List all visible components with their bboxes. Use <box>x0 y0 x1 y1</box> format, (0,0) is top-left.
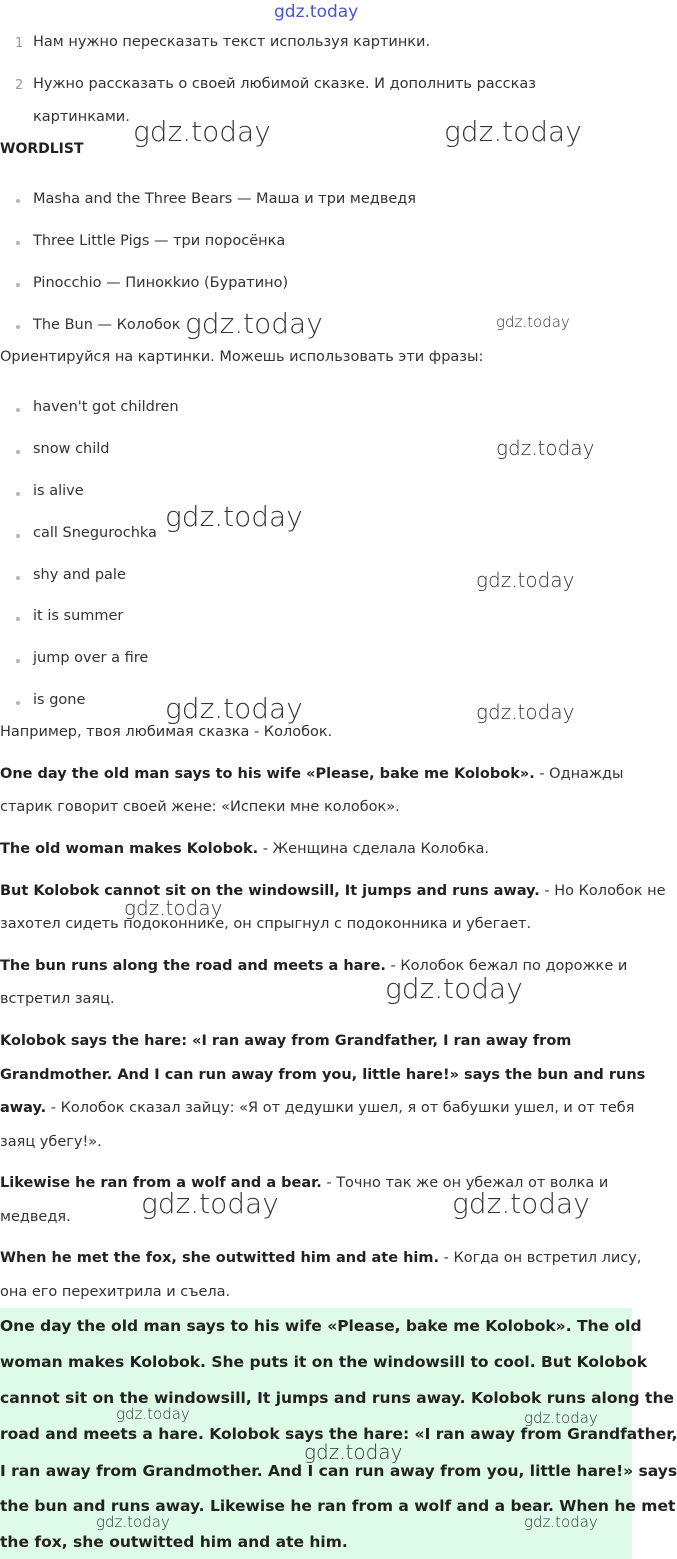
story-english: away. <box>0 1100 47 1116</box>
story-russian: - Точно так же он убежал от волка и <box>321 1175 609 1191</box>
summary-line: the fox, she outwitted him and ate him. <box>0 1533 348 1551</box>
wordlist-heading: WORDLIST <box>0 141 84 157</box>
phrase-item: call Snegurochka <box>33 525 157 541</box>
watermark: gdz.today <box>304 1440 403 1464</box>
watermark: gdz.today <box>124 896 223 920</box>
watermark: gdz.today <box>496 313 570 331</box>
wordlist-item: Pinocchio — Пинокkио (Буратино) <box>33 275 289 291</box>
story-russian: - Однажды <box>534 766 624 782</box>
watermark: gdz.today <box>452 1187 590 1220</box>
bullet-icon <box>16 199 20 203</box>
watermark: gdz.today <box>496 436 595 460</box>
story-english: The old woman makes Kolobok. <box>0 841 259 857</box>
story-english: One day the old man says to his wife «Please, bake me Kolobok». <box>0 766 535 782</box>
site-logo[interactable]: gdz.today <box>274 2 359 22</box>
watermark: gdz.today <box>133 115 271 148</box>
summary-line: road and meets a hare. Kolobok says the hare: «I ran away from Grandfather, <box>0 1425 677 1443</box>
bullet-icon <box>16 408 20 412</box>
phrase-item: haven't got children <box>33 399 179 415</box>
bullet-icon <box>16 534 20 538</box>
story-line <box>0 883 666 899</box>
bullet-icon <box>16 450 20 454</box>
story-line <box>0 1100 634 1116</box>
watermark: gdz.today <box>476 568 575 592</box>
watermark: gdz.today <box>116 1405 190 1423</box>
bullet-icon <box>16 325 20 329</box>
task-number: 1 <box>15 36 24 51</box>
story-russian: - Когда он встретил лису, <box>439 1250 642 1266</box>
story-line <box>0 841 489 857</box>
story-russian-continued: захотел сидеть подоконнике, он спрыгнул с подоконника и убегает. <box>0 916 532 932</box>
wordlist-item: Masha and the Three Bears — Маша и три медведя <box>33 191 417 207</box>
story-line <box>0 1250 641 1266</box>
story-english: Likewise he ran from a wolf and a bear. <box>0 1175 322 1191</box>
story-line <box>0 766 624 782</box>
phrase-item: it is summer <box>33 608 124 624</box>
watermark: gdz.today <box>524 1513 598 1531</box>
story-english: Grandmother. And I can run away from you, little hare!» says the bun and runs <box>0 1067 646 1083</box>
watermark: gdz.today <box>165 692 303 725</box>
story-russian: - Колобок бежал по дорожке и <box>385 958 628 974</box>
phrase-item: snow child <box>33 441 110 457</box>
summary-line: woman makes Kolobok. She puts it on the windowsill to cool. But Kolobok <box>0 1353 648 1371</box>
story-russian-continued: медведя. <box>0 1209 71 1225</box>
story-russian-continued: она его перехитрила и съела. <box>0 1284 231 1300</box>
summary-line: I ran away from Grandmother. And I can run away from you, little hare!» says <box>0 1462 677 1480</box>
watermark: gdz.today <box>185 307 323 340</box>
summary-line: the bun and runs away. Likewise he ran from a wolf and a bear. When he met <box>0 1497 676 1515</box>
watermark: gdz.today <box>385 972 523 1005</box>
story-russian: - Но Колобок не <box>539 883 666 899</box>
story-russian: - Колобок сказал зайцу: «Я от дедушки ушел, я от бабушки ушел, и от тебя <box>46 1100 635 1116</box>
story-line <box>0 958 627 974</box>
story-russian: - Женщина сделала Колобка. <box>258 841 489 857</box>
phrase-item: is alive <box>33 483 84 499</box>
watermark: gdz.today <box>141 1187 279 1220</box>
bullet-icon <box>16 241 20 245</box>
bullet-icon <box>16 283 20 287</box>
task-text: Нам нужно пересказать текст используя картинки. <box>33 34 431 50</box>
summary-line: One day the old man says to his wife «Please, bake me Kolobok». The old <box>0 1317 642 1335</box>
bullet-icon <box>16 576 20 580</box>
story-russian-continued: встретил заяц. <box>0 991 115 1007</box>
phrases-intro: Ориентируйся на картинки. Можешь использовать эти фразы: <box>0 349 484 365</box>
example-intro: Например, твоя любимая сказка - Колобок. <box>0 724 333 740</box>
story-english: When he met the fox, she outwitted him and ate him. <box>0 1250 440 1266</box>
phrase-item: is gone <box>33 692 86 708</box>
watermark: gdz.today <box>524 1409 598 1427</box>
wordlist-item: Three Little Pigs — три поросёнка <box>33 233 286 249</box>
bullet-icon <box>16 617 20 621</box>
summary-line: cannot sit on the windowsill, It jumps and runs away. Kolobok runs along the <box>0 1389 675 1407</box>
bullet-icon <box>16 701 20 705</box>
task-text: Нужно рассказать о своей любимой сказке. И дополнить рассказ <box>33 76 536 92</box>
story-english: But Kolobok cannot sit on the windowsill, It jumps and runs away. <box>0 883 540 899</box>
task-number: 2 <box>15 78 24 93</box>
story-russian-continued: старик говорит своей жене: «Испеки мне колобок». <box>0 799 400 815</box>
story-russian-continued: заяц убегу!». <box>0 1134 102 1150</box>
wordlist-item: The Bun — Колобок <box>33 317 181 333</box>
task-text-continued: картинками. <box>33 109 130 125</box>
watermark: gdz.today <box>96 1513 170 1531</box>
bullet-icon <box>16 659 20 663</box>
phrase-item: jump over a fire <box>33 650 149 666</box>
watermark: gdz.today <box>476 700 575 724</box>
bullet-icon <box>16 492 20 496</box>
story-english: The bun runs along the road and meets a hare. <box>0 958 386 974</box>
story-english: Kolobok says the hare: «I ran away from Grandfather, I ran away from <box>0 1033 572 1049</box>
watermark: gdz.today <box>444 115 582 148</box>
phrase-item: shy and pale <box>33 567 126 583</box>
watermark: gdz.today <box>165 500 303 533</box>
